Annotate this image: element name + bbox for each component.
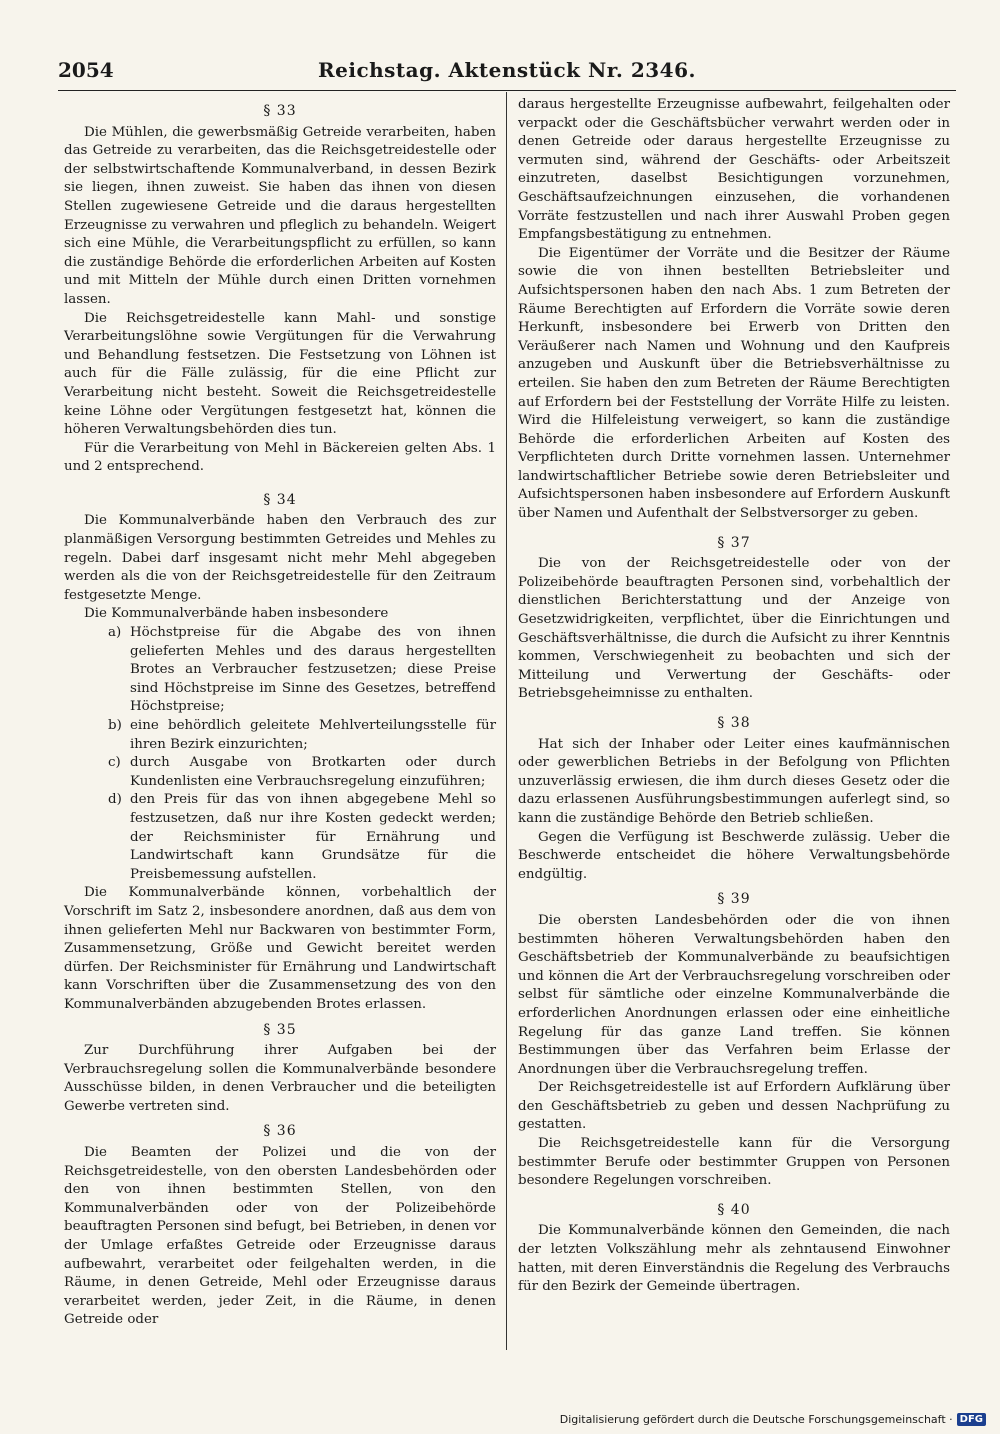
paragraph: Die Reichsgetreidestelle kann Mahl- und sonstige Verarbeitungslöhne sowie Vergütungen für die Verwahrung und Behandlung festsetzen. Die Festsetzung von Löhnen ist auch für die Fälle zulässig, für die eine Pflicht zur Verarbeitung nicht besteht. Soweit die Reichsgetreidestelle keine Löhne oder Vergütungen festgesetzt hat, können die höheren Verwaltungsbehörden dies tun. [64, 310, 496, 438]
paragraph-continued: daraus hergestellte Erzeugnisse aufbewahrt, feilgehalten oder verpackt oder die Geschäftsbücher verwahrt werden oder in denen Getreide oder daraus hergestellte Erzeugnisse zu vermuten sind, während der Geschäfts- oder Arbeitszeit einzutreten, daselbst Besichtigungen vorzunehmen, Geschäftsaufzeichnungen einzusehen, die vorhandenen Vorräte festzustellen und nach ihrer Auswahl Proben gegen Empfangsbestätigung zu entnehmen. [518, 97, 950, 243]
list-marker: b) [108, 718, 122, 733]
footer-credit: Digitalisierung gefördert durch die Deutsche Forschungsgemeinschaft · [559, 1413, 953, 1426]
column-divider [506, 92, 507, 1350]
paragraph: Die Kommunalverbände können, vorbehaltlich der Vorschrift im Satz 2, insbesondere anordnen, daß aus dem von ihnen gelieferten Mehl nur Backwaren von bestimmter Form, Zusammensetzung, Größe und Gewicht bereitet werden dürfen. Der Reichsminister für Ernährung und Landwirtschaft kann Vorschriften über die Zusammensetzung des von den Kommunalverbänden abzugebenden Brotes erlassen. [64, 885, 496, 1012]
paragraph: Gegen die Verfügung ist Beschwerde zulässig. Ueber die Beschwerde entscheidet die höhere Verwaltungsbehörde endgültig. [518, 829, 950, 882]
section-heading: § 40 [717, 1201, 751, 1218]
list-item-text: Höchstpreise für die Abgabe des von ihnen gelieferten Mehles und des daraus hergestellten Brotes an Verbraucher festzusetzen; diese Preise sind Höchstpreise im Sinne des Gesetzes, betreffend Höchstpreise; [130, 625, 496, 715]
list-item [64, 624, 496, 717]
paragraph: Die obersten Landesbehörden oder die von ihnen bestimmten höheren Verwaltungsbehörden haben den Geschäftsbetrieb der Kommunalverbände zu beaufsichtigen und können die Art der Verbrauchsregelung vorschreiben oder selbst für sämtliche oder einzelne Kommunalverbände die erforderlichen Anordnungen erlassen oder eine einheitliche Regelung für das ganze Land treffen. Sie können Bestimmungen über das Verfahren beim Erlasse der Anordnungen über die Verbrauchsregelung treffen. [518, 912, 950, 1077]
list-item [64, 717, 496, 754]
section-heading: § 39 [717, 891, 751, 908]
list-marker: c) [108, 755, 121, 771]
list-marker: a) [108, 625, 122, 641]
section-heading: § 37 [717, 534, 751, 551]
paragraph: Die Reichsgetreidestelle kann für die Versorgung bestimmter Berufe oder bestimmter Gruppen von Personen besondere Regelungen vorschreiben. [518, 1136, 950, 1189]
list-marker: d) [108, 792, 122, 808]
paragraph: Der Reichsgetreidestelle ist auf Erfordern Aufklärung über den Geschäftsbetrieb zu geben und dessen Nachprüfung zu gestatten. [518, 1080, 950, 1133]
page-number: 2054 [58, 58, 114, 82]
section-heading: § 36 [263, 1123, 297, 1140]
page-header [58, 58, 956, 88]
section-heading: § 35 [263, 1021, 297, 1038]
list-item [64, 754, 496, 791]
paragraph: Die von der Reichsgetreidestelle oder von der Polizeibehörde beauftragten Personen sind, vorbehaltlich der dienstlichen Berichterstattung und der Anzeige von Gesetzwidrigkeiten, verpflichtet, über die Einrichtungen und Geschäftsverhältnisse, die durch die Aufsicht zu ihrer Kenntnis kommen, Verschwiegenheit zu beobachten und sich der Mitteilung und Verwertung der Geschäfts- oder Betriebsgeheimnisse zu enthalten. [518, 556, 950, 702]
paragraph: Die Kommunalverbände haben insbesondere [84, 606, 389, 622]
enumerated-list [64, 624, 496, 884]
header-rule [58, 90, 956, 91]
list-item-text: den Preis für das von ihnen abgegebene Mehl so festzusetzen, daß nur ihre Kosten gedeckt werden; der Reichsminister für Ernährung und Landwirtschaft kann Grundsätze für die Preisbemessung aufstellen. [130, 792, 496, 882]
paragraph: Für die Verarbeitung von Mehl in Bäckereien gelten Abs. 1 und 2 entsprechend. [64, 440, 496, 475]
right-column [518, 96, 950, 1297]
digitization-footer [560, 1413, 986, 1426]
list-item [64, 791, 496, 884]
paragraph: Die Mühlen, die gewerbsmäßig Getreide verarbeiten, haben das Getreide zu verarbeiten, das die Reichsgetreidestelle oder der selbstwirtschaftende Kommunalverband, in dessen Bezirk sie liegen, ihnen zuweist. Sie haben das ihnen von diesen Stellen zugewiesene Getreide und die daraus hergestellten Erzeugnisse zu verwahren und pfleglich zu behandeln. Weigert sich eine Mühle, die Verarbeitungspflicht zu erfüllen, so kann die zuständige Behörde die erforderlichen Arbeiten auf Kosten und mit Mitteln der Mühle durch einen Dritten vornehmen lassen. [64, 124, 496, 307]
left-column [64, 96, 496, 1330]
paragraph: Die Kommunalverbände können den Gemeinden, die nach der letzten Volkszählung mehr als zehntausend Einwohner hatten, mit deren Einverständnis die Regelung des Verbrauchs für den Bezirk der Gemeinde übertragen. [518, 1223, 950, 1295]
paragraph: Die Kommunalverbände haben den Verbrauch des zur planmäßigen Versorgung bestimmten Getreides und Mehles zu regeln. Dabei darf insgesamt nicht mehr Mehl abgegeben werden als die von der Reichsgetreidestelle für den Zeitraum festgesetzte Menge. [64, 513, 496, 603]
paragraph: Die Beamten der Polizei und die von der Reichsgetreidestelle, von den obersten Landesbehörden oder den von ihnen bestimmten Stellen, von den Kommunalverbänden oder von der Polizeibehörde beauftragten Personen sind befugt, bei Betrieben, in denen vor der Umlage erfaßtes Getreide oder Erzeugnisse daraus aufbewahrt, verarbeitet oder feilgehalten werden, in die Räume, in denen Getreide, Mehl oder Erzeugnisse daraus verarbeitet werden, jeder Zeit, in die Räume, in denen Getreide oder [64, 1145, 496, 1328]
section-heading: § 38 [717, 715, 751, 731]
running-title: Reichstag. Aktenstück Nr. 2346. [318, 58, 696, 82]
dfg-logo: DFG [957, 1413, 986, 1426]
paragraph: Die Eigentümer der Vorräte und die Besitzer der Räume sowie die von ihnen bestellten Betriebsleiter und Aufsichtspersonen haben den nach Abs. 1 zum Betreten der Räume Berechtigten auf Erfordern die Vorräte sowie deren Herkunft, insbesondere bei Erwerb von Dritten den Veräußerer nach Namen und Wohnung und den Kaufpreis anzugeben und Auskunft über die Betriebsverhältnisse zu erteilen. Sie haben den zum Betreten der Räume Berechtigten auf Erfordern bei der Feststellung der Vorräte Hilfe zu leisten. Wird die Hilfeleistung verweigert, so kann die zuständige Behörde die erforderlichen Arbeiten auf Kosten des Verpflichteten durch Dritte vornehmen lassen. Unternehmer landwirtschaftlicher Betriebe sowie deren Betriebsleiter und Aufsichtspersonen haben insbesondere auf Erfordern Auskunft über Namen und Aufenthalt der Selbstversorger zu geben. [518, 245, 950, 522]
paragraph: Hat sich der Inhaber oder Leiter eines kaufmännischen oder gewerblichen Betriebs in der Befolgung von Pflichten unzuverlässig erwiesen, die ihm durch dieses Gesetz oder die dazu erlassenen Ausführungsbestimmungen auferlegt sind, so kann die zuständige Behörde den Betrieb schließen. [518, 736, 950, 826]
list-item-text: durch Ausgabe von Brotkarten oder durch Kundenlisten eine Verbrauchsregelung einzuführen; [130, 755, 496, 789]
paragraph: Zur Durchführung ihrer Aufgaben bei der Verbrauchsregelung sollen die Kommunalverbände besondere Ausschüsse bilden, in denen Verbraucher und die beteiligten Gewerbe vertreten sind. [64, 1043, 496, 1114]
section-heading: § 34 [263, 491, 297, 508]
section-heading: § 33 [263, 103, 297, 119]
list-item-text: eine behördlich geleitete Mehlverteilungsstelle für ihren Bezirk einzurichten; [130, 718, 496, 752]
